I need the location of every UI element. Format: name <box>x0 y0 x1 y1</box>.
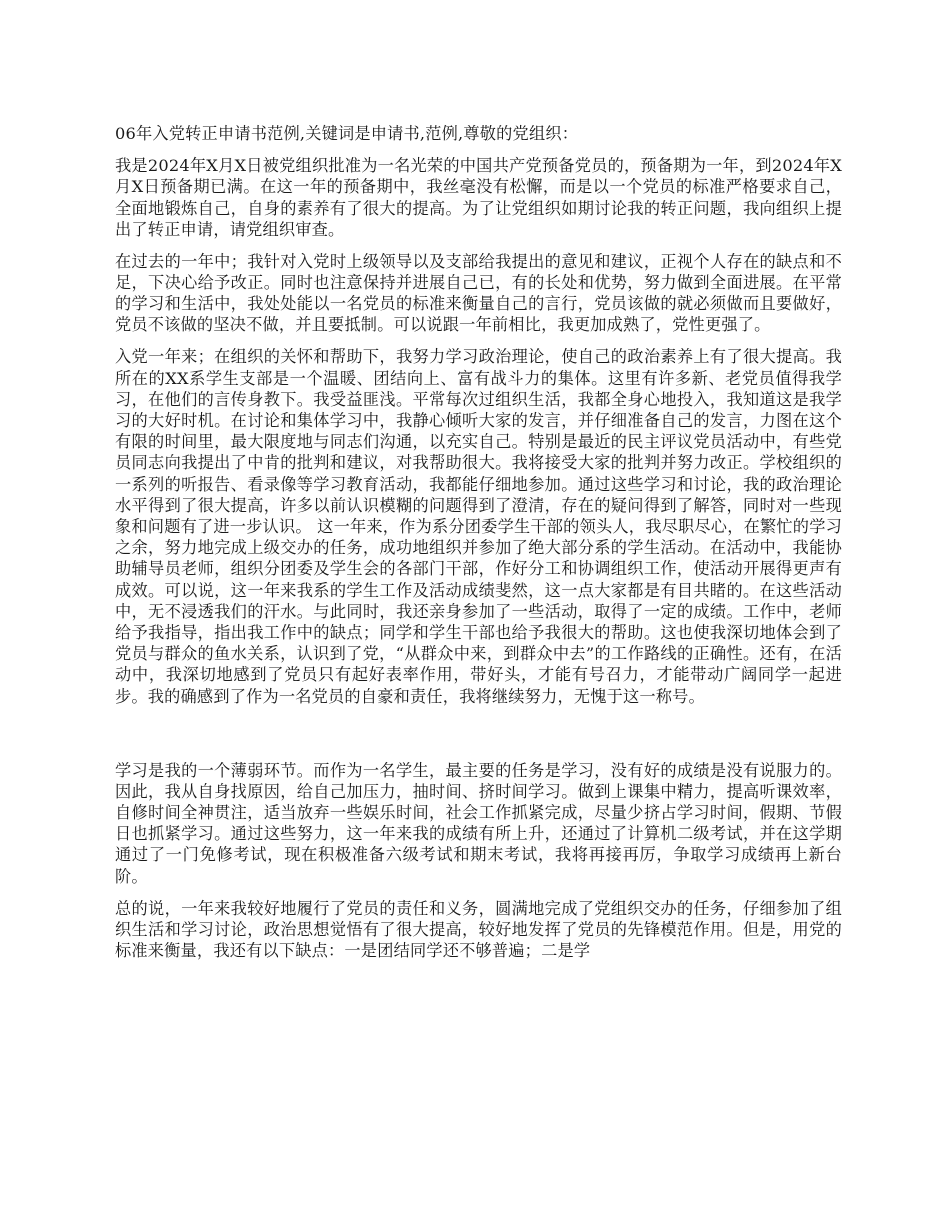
paragraph-gap <box>115 718 842 760</box>
paragraph-study: 学习是我的一个薄弱环节。而作为一名学生，最主要的任务是学习，没有好的成绩是没有说服力的。因此，我从自身找原因，给自己加压力，抽时间、挤时间学习。做到上课集中精力，提高听课效率，自修时间全神贯注，适当放弃一些娱乐时间，社会工作抓紧完成，尽量少挤占学习时间，假期、节假日也抓紧学习。通过这些努力，这一年来我的成绩有所上升，还通过了计算机二级考试，并在这学期通过了一门免修考试，现在积极准备六级考试和期末考试，我将再接再厉，争取学习成绩再上新台阶。 <box>115 760 842 886</box>
paragraph-past-year: 在过去的一年中；我针对入党时上级领导以及支部给我提出的意见和建议，正视个人存在的缺点和不足，下决心给予改正。同时也注意保持并进展自己已，有的长处和优势，努力做到全面进展。在平常的学习和生活中，我处处能以一名党员的标准来衡量自己的言行，党员该做的就必须做而且要做好，党员不该做的坚决不做，并且要抵制。可以说跟一年前相比，我更加成熟了，党性更强了。 <box>115 251 842 335</box>
paragraph-probation-intro: 我是2024年X月X日被党组织批准为一名光荣的中国共产党预备党员的，预备期为一年，到2024年X月X日预备期已满。在这一年的预备期中，我丝毫没有松懈，而是以一个党员的标准严格要求自己，全面地锻炼自己，自身的素养有了很大的提高。为了让党组织如期讨论我的转正问题，我向组织上提出了转正申请，请党组织审查。 <box>115 156 842 239</box>
document-title-line: 06年入党转正申请书范例,关键词是申请书,范例,尊敬的党组织： <box>115 124 579 143</box>
paragraph-summary: 总的说，一年来我较好地履行了党员的责任和义务，圆满地完成了党组织交办的任务，仔细参加了组织生活和学习讨论，政治思想觉悟有了很大提高，较好地发挥了党员的先锋模范作用。但是，用党的标准来衡量，我还有以下缺点：一是团结同学还不够普遍；二是学 <box>115 898 842 961</box>
document-body <box>115 123 842 972</box>
paragraph-since-joining: 入党一年来；在组织的关怀和帮助下，我努力学习政治理论，使自己的政治素养上有了很大提高。我所在的XX系学生支部是一个温暖、团结向上、富有战斗力的集体。这里有许多新、老党员值得我学习，在他们的言传身教下。我受益匪浅。平常每次过组织生活，我都全身心地投入，我知道这是我学习的大好时机。在讨论和集体学习中，我静心倾听大家的发言，并仔细准备自己的发言，力图在这个有限的时间里，最大限度地与同志们沟通，以充实自己。特别是最近的民主评议党员活动中，有些党员同志向我提出了中肯的批判和建议，对我帮助很大。我将接受大家的批判并努力改正。学校组织的一系列的听报告、看录像等学习教育活动，我都能仔细地参加。通过这些学习和讨论，我的政治理论水平得到了很大提高，许多以前认识模糊的问题得到了澄清，存在的疑问得到了解答，同时对一些现象和问题有了进一步认识。 这一年来，作为系分团委学生干部的领头人，我尽职尽心，在繁忙的学习之余，努力地完成上级交办的任务，成功地组织并参加了绝大部分系的学生活动。在活动中，我能协助辅导员老师，组织分团委及学生会的各部门干部，作好分工和协调组织工作，使活动开展得更声有成效。可以说，这一年来我系的学生工作及活动成绩斐然，这一点大家都是有目共睹的。在这些活动中，无不浸透我们的汗水。与此同时，我还亲身参加了一些活动，取得了一定的成绩。工作中，老师给予我指导，指出我工作中的缺点；同学和学生干部也给予我很大的帮助。这也使我深切地体会到了党员与群众的鱼水关系，认识到了党，“从群众中来，到群众中去”的工作路线的正确性。还有，在活动中，我深切地感到了党员只有起好表率作用，带好头，才能有号召力，才能带动广阔同学一起进步。我的确感到了作为一名党员的自豪和责任，我将继续努力，无愧于这一称号。 <box>115 347 842 706</box>
